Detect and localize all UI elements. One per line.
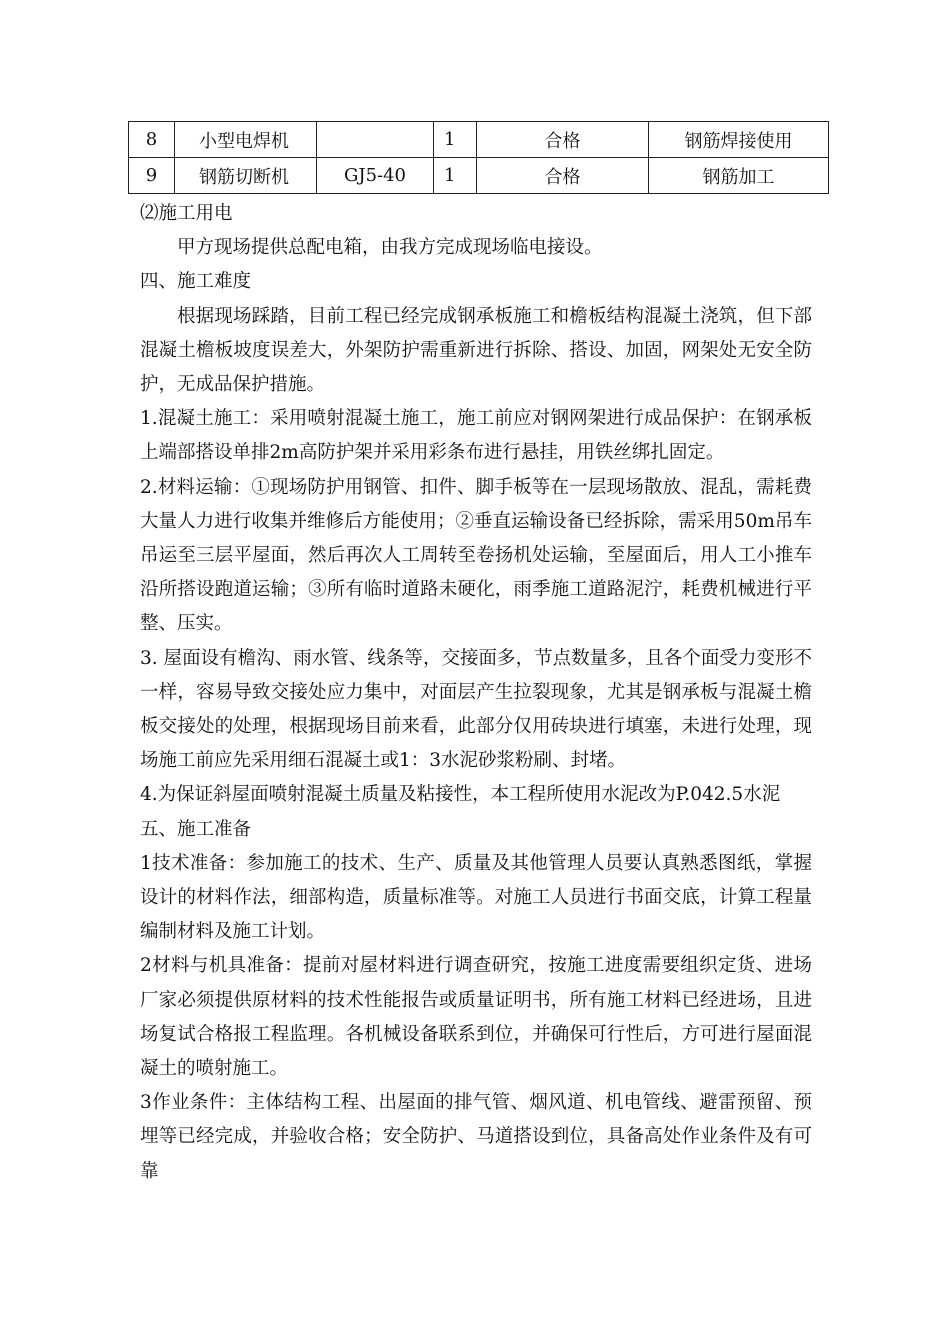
paragraph: 根据现场踩踏，目前工程已经完成钢承板施工和檐板结构混凝土浇筑，但下部混凝土檐板坡度误差大，外架防护需重新进行拆除、搭设、加固，网架处无安全防护，无成品保护措施。 [140,305,812,396]
list-item: 3. 屋面设有檐沟、雨水管、线条等，交接面多，节点数量多，且各个面受力变形不一样，容易导致交接处应力集中，对面层产生拉裂现象，尤其是钢承板与混凝土檐板交接处的处理，根据现场目前来看，此部分仅用砖块进行填塞，未进行处理，现场施工前应先采用细石混凝土或1：3水泥砂浆粉刷、封堵。 [140,647,812,772]
equipment-name: 小型电焊机 [175,122,317,158]
list-item: 4.为保证斜屋面喷射混凝土质量及粘接性，本工程所使用水泥改为P.042.5水泥 [140,784,781,806]
equipment-status: 合格 [477,158,649,194]
subheading-power: ⑵施工用电 [140,203,233,224]
equipment-name: 钢筋切断机 [175,158,317,194]
equipment-quantity: 1 [434,158,477,194]
list-item: 1.混凝土施工：采用喷射混凝土施工，施工前应对钢网架进行成品保护：在钢承板上端部搭设单排2m高防护架并采用彩条布进行悬挂，用铁丝绑扎固定。 [140,408,812,464]
list-item: 1技术准备：参加施工的技术、生产、质量及其他管理人员要认真熟悉图纸，掌握设计的材料作法，细部构造，质量标准等。对施工人员进行书面交底，计算工程量编制材料及施工计划。 [140,852,812,943]
equipment-status: 合格 [477,122,649,158]
equipment-quantity: 1 [434,122,477,158]
equipment-use: 钢筋焊接使用 [649,122,829,158]
section-heading: 四、施工难度 [140,271,252,293]
equipment-model: GJ5-40 [317,158,434,194]
table-row [129,122,829,158]
row-number: 9 [129,158,175,194]
equipment-use: 钢筋加工 [649,158,829,194]
equipment-table [128,121,829,194]
body-text [140,197,812,1189]
list-item: 2材料与机具准备：提前对屋材料进行调查研究，按施工进度需要组织定货、进场厂家必须提供原材料的技术性能报告或质量证明书，所有施工材料已经进场，且进场复试合格报工程监理。各机械设备联系到位，并确保可行性后，方可进行屋面混凝土的喷射施工。 [140,955,812,1080]
list-item: 2.材料运输：①现场防护用钢管、扣件、脚手板等在一层现场散放、混乱，需耗费大量人力进行收集并维修后方能使用；②垂直运输设备已经拆除，需采用50m吊车吊运至三层平屋面，然后再次人工周转至卷扬机处运输，至屋面后，用人工小推车沿所搭设跑道运输；③所有临时道路未硬化，雨季施工道路泥泞，耗费机械进行平整、压实。 [140,476,812,635]
paragraph: 甲方现场提供总配电箱，由我方完成现场临电接设。 [177,237,603,259]
section-heading: 五、施工准备 [140,818,252,840]
table-row [129,158,829,194]
list-item: 3作业条件：主体结构工程、出屋面的排气管、烟风道、机电管线、避雷预留、预埋等已经完成，并验收合格；安全防护、马道搭设到位，具备高处作业条件及有可靠 [140,1092,812,1182]
row-number: 8 [129,122,175,158]
equipment-model [317,122,434,158]
